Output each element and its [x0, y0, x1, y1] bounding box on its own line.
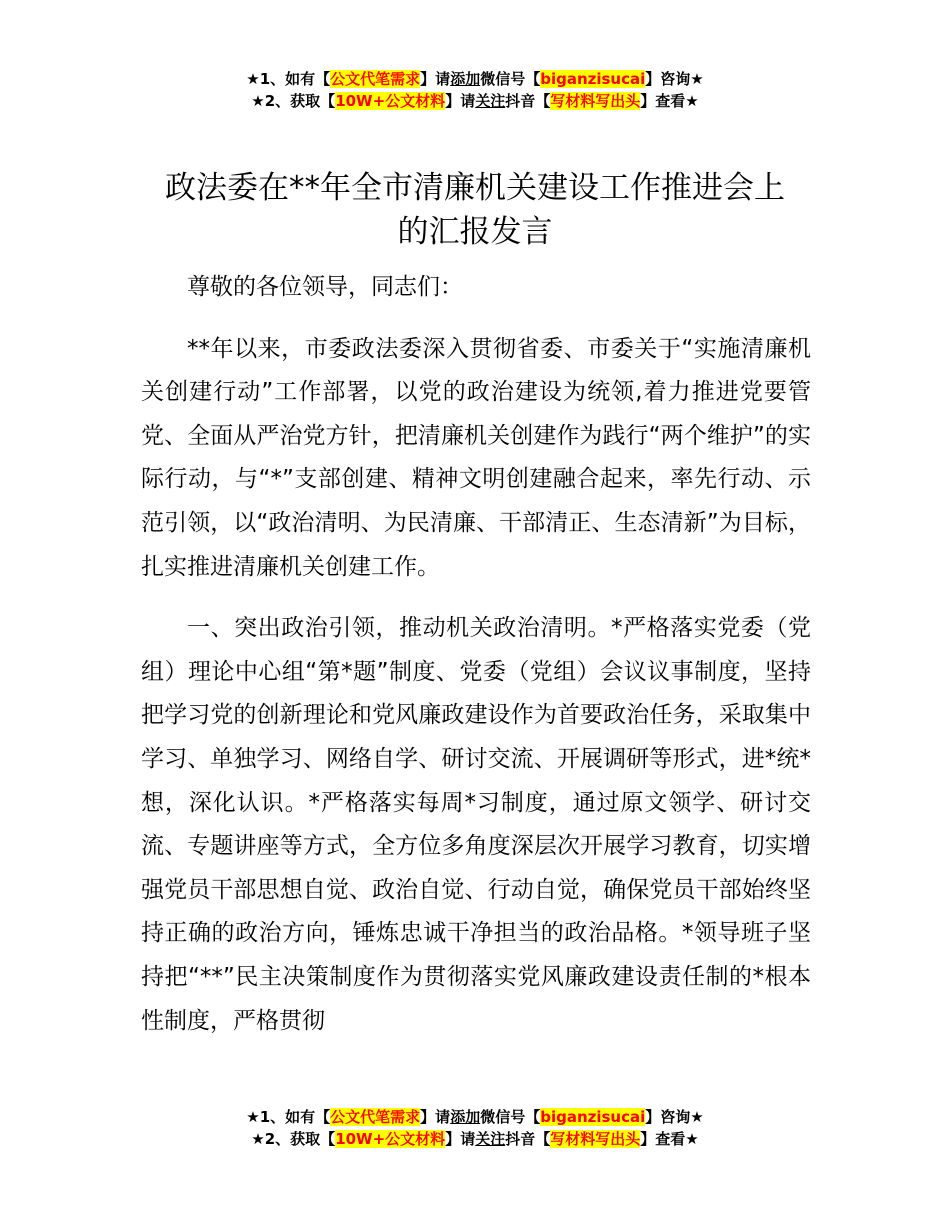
banner-line-2 [0, 1128, 950, 1150]
banner-text: 】请 [420, 70, 451, 88]
banner-text: 】请 [445, 1130, 476, 1148]
title-line-1: 政法委在**年全市清廉机关建设工作推进会上 [165, 170, 785, 206]
banner-text: 关注 [475, 92, 506, 110]
banner-line-2 [0, 90, 950, 112]
banner-text: 抖音【 [505, 1130, 551, 1148]
banner-text: 添加 [450, 1108, 481, 1126]
banner-text: ★2、获取【 [251, 1130, 336, 1148]
highlight-text: 写材料写出头 [550, 92, 641, 110]
highlight-text: 公文代笔需求 [330, 70, 421, 88]
document-body [141, 266, 811, 1043]
banner-text: 添加 [450, 70, 481, 88]
banner-text: 关注 [475, 1130, 506, 1148]
banner-line-1 [0, 1106, 950, 1128]
highlight-text: 10W+公文材料 [335, 1130, 446, 1148]
banner-text: ★2、获取【 [251, 92, 336, 110]
banner-text: 】查看★ [640, 92, 699, 110]
paragraph-2: 一、突出政治引领，推动机关政治清明。*严格落实党委（党组）理论中心组“第*题”制度、党委（党组）会议议事制度，坚持把学习党的创新理论和党风廉政建设作为首要政治任务，采取集中学习、单独学习、网络自学、研讨交流、开展调研等形式，进*统*想，深化认识。*严格落实每周*习制度，通过原文领学、研讨交流、专题讲座等方式，全方位多角度深层次开展学习教育，切实增强党员干部思想自觉、政治自觉、行动自觉，确保党员干部始终坚持正确的政治方向，锤炼忠诚干净担当的政治品格。*领导班子坚持把“**”民主决策制度作为贯彻落实党风廉政建设责任制的*根本性制度，严格贯彻 [141, 615, 811, 1034]
banner-line-1 [0, 68, 950, 90]
highlight-text: 公文代笔需求 [330, 1108, 421, 1126]
banner-text: 】查看★ [640, 1130, 699, 1148]
banner-text: ★1、如有【 [246, 1108, 331, 1126]
banner-text: 】请 [445, 92, 476, 110]
document-title [100, 166, 850, 254]
footer-banner [0, 1106, 950, 1150]
header-banner [0, 68, 950, 112]
paragraph-1: **年以来，市委政法委深入贯彻省委、市委关于“实施清廉机关创建行动”工作部署，以党的政治建设为统领,着力推进党要管党、全面从严治党方针，把清廉机关创建作为践行“两个维护”的实际行动，与“*”支部创建、精神文明创建融合起来，率先行动、示范引领，以“政治清明、为民清廉、干部清正、生态清新”为目标，扎实推进清廉机关创建工作。 [141, 335, 811, 580]
banner-text: 微信号【 [480, 1108, 541, 1126]
banner-text: ★1、如有【 [246, 70, 331, 88]
banner-text: 抖音【 [505, 92, 551, 110]
highlight-text: 10W+公文材料 [335, 92, 446, 110]
title-line-2: 的汇报发言 [397, 214, 553, 250]
banner-text: 】咨询★ [645, 1108, 704, 1126]
banner-text: 】咨询★ [645, 70, 704, 88]
salutation: 尊敬的各位领导，同志们： [187, 274, 463, 300]
highlight-text: biganzisucai [540, 1108, 646, 1126]
banner-text: 微信号【 [480, 70, 541, 88]
highlight-text: 写材料写出头 [550, 1130, 641, 1148]
highlight-text: biganzisucai [540, 70, 646, 88]
banner-text: 】请 [420, 1108, 451, 1126]
